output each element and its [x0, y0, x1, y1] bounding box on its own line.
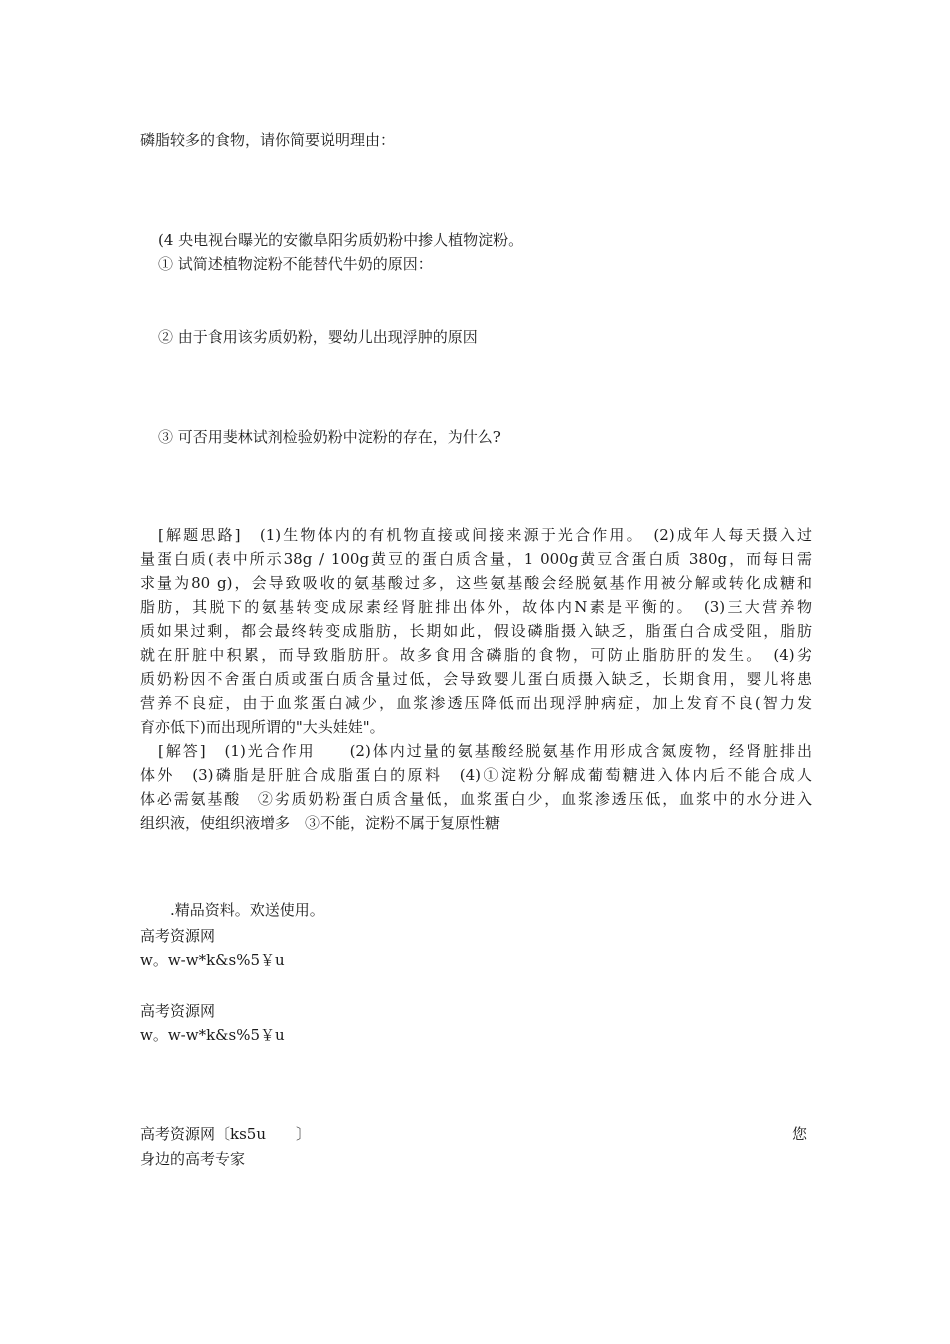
sub-question-1: ① 试简述植物淀粉不能替代牛奶的原因： [158, 255, 433, 273]
footer-note: .精品资料。欢送使用。 [170, 901, 325, 919]
analysis-line: 营养不良症，由于血浆蛋白减少，血浆渗透压降低而出现浮肿病症，加上发育不良(智力发 [140, 694, 812, 712]
analysis-line: 量蛋白质(表中所示38g / 100g黄豆的蛋白质含量，1 000g黄豆含蛋白质 380g，而每日需 [140, 550, 812, 568]
analysis-line: 脂肪，其脱下的氨基转变成尿素经肾脏排出体外，故体内N素是平衡的。 (3)三大营养物 [140, 598, 812, 616]
site-name-2: 高考资源网 [140, 1002, 216, 1020]
site-url-1: w。w-w*k&s%5￥u [140, 951, 285, 969]
sub-question-2: ② 由于食用该劣质奶粉，婴幼儿出现浮肿的原因 [158, 328, 478, 346]
answer-paragraph [140, 739, 812, 835]
analysis-line: 就在肝脏中积累，而导致脂肪肝。故多食用含磷脂的食物，可防止脂肪肝的发生。 (4)劣 [140, 646, 812, 664]
answer-line: 组织液，使组织液增多 ③不能，淀粉不属于复原性糖 [140, 814, 501, 832]
question-intro: 磷脂较多的食物，请你简要说明理由： [140, 131, 396, 149]
analysis-line: 质奶粉因不舍蛋白质或蛋白质含量过低，会导致婴儿蛋白质摄入缺乏，长期食用，婴儿将患 [140, 670, 812, 688]
question-4: (4 央电视台曝光的安徽阜阳劣质奶粉中掺人植物淀粉。 [158, 231, 524, 249]
sub-question-3: ③ 可否用斐林试剂检验奶粉中淀粉的存在，为什么? [158, 428, 501, 446]
analysis-paragraph [140, 523, 812, 739]
site-url-2: w。w-w*k&s%5￥u [140, 1026, 285, 1044]
footer-slogan: 身边的高考专家 [140, 1150, 246, 1168]
answer-line: [解答] (1)光合作用 (2)体内过量的氨基酸经脱氨基作用形成含氮废物，经肾脏排出 [158, 742, 812, 760]
analysis-line: 质如果过剩，都会最终转变成脂肪，长期如此，假设磷脂摄入缺乏，脂蛋白合成受阻，脂肪 [140, 622, 812, 640]
analysis-line: [解题思路] (1)生物体内的有机物直接或间接来源于光合作用。 (2)成年人每天摄入过 [158, 526, 812, 544]
analysis-line: 育亦低下)而出现所谓的"大头娃娃"。 [140, 718, 385, 736]
footer-brand-right: 您 [792, 1125, 808, 1143]
site-name-1: 高考资源网 [140, 927, 216, 945]
answer-line: 体外 (3)磷脂是肝脏合成脂蛋白的原料 (4)①淀粉分解成葡萄糖进入体内后不能合成人 [140, 766, 812, 784]
answer-line: 体必需氨基酸 ②劣质奶粉蛋白质含量低，血浆蛋白少，血浆渗透压低，血浆中的水分进入 [140, 790, 812, 808]
footer-brand: 高考资源网〔ks5u 〕 [140, 1125, 311, 1143]
analysis-line: 求量为80 g)，会导致吸收的氨基酸过多，这些氨基酸会经脱氨基作用被分解或转化成糖和 [140, 574, 812, 592]
